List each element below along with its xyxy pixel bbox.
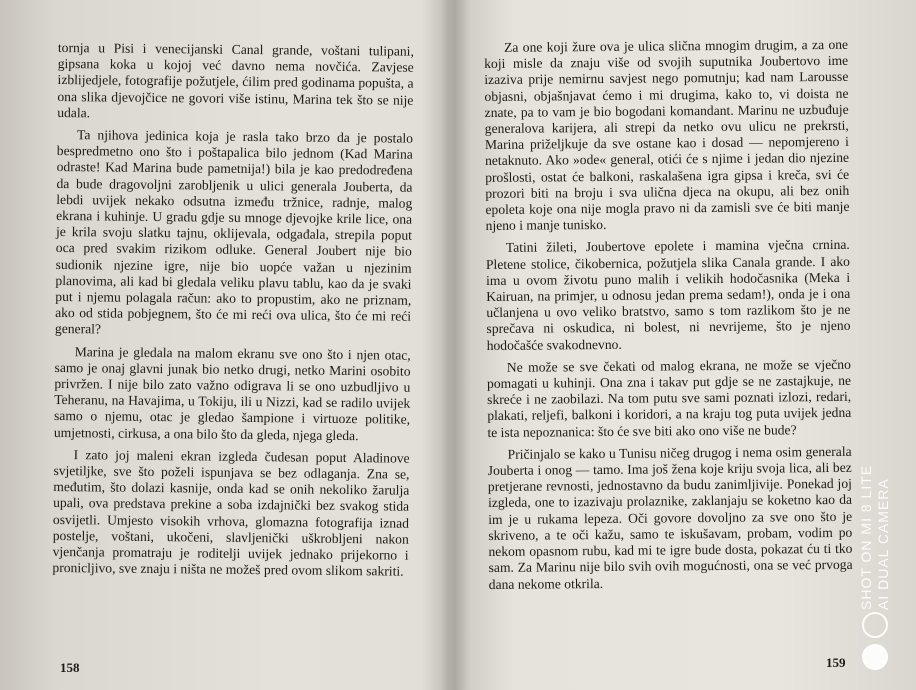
- book-gutter: [440, 0, 470, 690]
- paragraph: Tatini žileti, Joubertove epolete i mamina vječna crnina. Pletene stolice, čikobernica, požutjela slika Canala grande. I ako ima u ovom životu puno malih i velikih hodočasnika (Meka i Kairuan, na primjer, u odnosu jedan prema sedam!), onda je i ona učlanjena u ovo veliko bratstvo, samo s tom razlikom što je ne sprečava ni oskudica, ni bolest, ni nevrijeme, što je njeno hodočašće svakodnevno.: [485, 237, 851, 353]
- page-number-left: 158: [60, 660, 80, 675]
- watermark-line-1: SHOT ON MI 8 LITE: [858, 464, 874, 610]
- ring-icon: [862, 612, 888, 638]
- paragraph: tornja u Pisi i venecijanski Canal grande, voštani tulipani, gipsana koka u kojoj već davno nema novčića. Zavjese izblijedjele, fotografije požutjele, ćilim pred godinama popušta, a ona slika djevojčice ne govori više istinu, Marina tek što se nije udala.: [57, 40, 414, 121]
- watermark-text: [858, 430, 892, 610]
- paragraph: Ta njihova jedinica koja je rasla tako brzo da je postalo bespredmetno ono što i poštapalica bilo jednom (Kad Marina odraste! Kad Marina bude pametnija!) bila je kao predodređena da bude dragovoljni zarobljenik u ulici generala Jouberta, da lebdi uvijek nekako odsutna između tržnice, radnje, malog ekrana i kuhinje. U gradu gdje su mnoge djevojke krile lice, ona je krila svoju slatku tajnu, oklijevala, odgađala, strepila poput oca pred svakim rizikom odluke. General Joubert nije bio sudionik njezine igre, nije bio uopće važan u njezinim planovima, ali kad bi gledala veliku plavu tablu, kao da je svaki put i njemu polagala račun: ako to propustim, ako ne priznam, ako od stida pobjegnem, što će mi reći ova ulica, što će mi reći general?: [54, 127, 414, 337]
- paragraph: I zato joj maleni ekran izgleda čudesan poput Aladinove svjetiljke, sve što poželi ispunjava se bez odlaganja. Zna se, međutim, što dolazi kasnije, onda kad se onih nekoliko žarulja upali, ova predstava prekine a soba izdajnički bez svakog stida osvijetli. Umjesto visokih vrhova, glomazna fotografija iznad postelje, voštani, ukočeni, slavljenički uškrobljeni nakon vjenčanja promatraju je roditelji uvijek jednako prijekorno i pronicljivo, sve znaju i ništa ne možeš pred ovom slikom sakriti.: [52, 447, 410, 579]
- watermark-logo: [862, 612, 888, 676]
- camera-watermark: [858, 430, 908, 670]
- paragraph: Za one koji žure ova je ulica slična mnogim drugim, a za one koji misle da znaju više od svojih suputnika Joubertovo ime izaziva prije nemirnu savjest nego pomutnju; kad nam Larousse objasni, objašnjavat ćemo i mi drugima, kako to, vi doista ne znate, pa to vam je bio bogodani komandant. Marinu ne uzbuđuje generalova karijera, ali strepi da netko ovu ulicu ne prekrsti, Marina priželjkuje da sve ostane kao i dosad — nepomjereno i netaknuto. Ako »ode« general, otići će s njime i jedan dio njezine prošlosti, ostat će balkoni, raskalašena igra gipsa i kreča, svi će prozori biti na broju i sva ulična djeca na okupu, ali bez onih epoleta koje ona nije mogla pravo ni da zamisli sve će biti manje njeno i manje tunisko.: [484, 36, 850, 234]
- paragraph: Ne može se sve čekati od malog ekrana, ne može se vječno pomagati u kuhinji. Ona zna i takav put gdje se ne zastajkuje, ne skreće i ne zaobilazi. Na tom putu sve sami poznati izlozi, redari, plakati, reljefi, balkoni i koridori, a na kraju tog puta uvijek jedna te ista nepoznanica: što će sve biti ako ono više ne bude?: [486, 356, 852, 440]
- page-number-right: 159: [826, 655, 846, 670]
- paragraph: Marina je gledala na malom ekranu sve ono što i njen otac, samo je onaj glavni junak bio netko drugi, netko Marini osobito privržen. I nije bilo zato važno odigrava li se ono uzbudljivo u Teheranu, na Havajima, u Tokiju, ili u Nizzi, kad se radilo uvijek samo o njemu, otac je gledao šampione i virtuoze politike, umjetnosti, cirkusa, a ona bilo što da gleda, njega gleda.: [53, 343, 411, 443]
- dot-icon: [862, 644, 888, 670]
- watermark-line-2: AI DUAL CAMERA: [875, 478, 891, 610]
- right-page-text: [484, 37, 853, 599]
- left-page-text: [52, 40, 414, 586]
- paragraph: Pričinjalo se kako u Tunisu ničeg drugog i nema osim generala Jouberta i onog — tamo. Ima još žena koje kriju svoja lica, ali bez pretjerane revnosti, jednostavno da budu zanimljivije. Ponekad joj izgleda, one to izazivaju prolaznike, zaklanjaju se koketno kao da im je u rukama lepeza. Oči govore dovoljno za sve ono što je skriveno, a te oči kažu, samo te iskušavam, probam, vodim po nekom opasnom rubu, kad mi te igre bude dosta, pokazat ću ti tko sam. Za Marinu nije bilo svih ovih mogućnosti, ona se već prvoga dana nekome otkrila.: [487, 443, 853, 592]
